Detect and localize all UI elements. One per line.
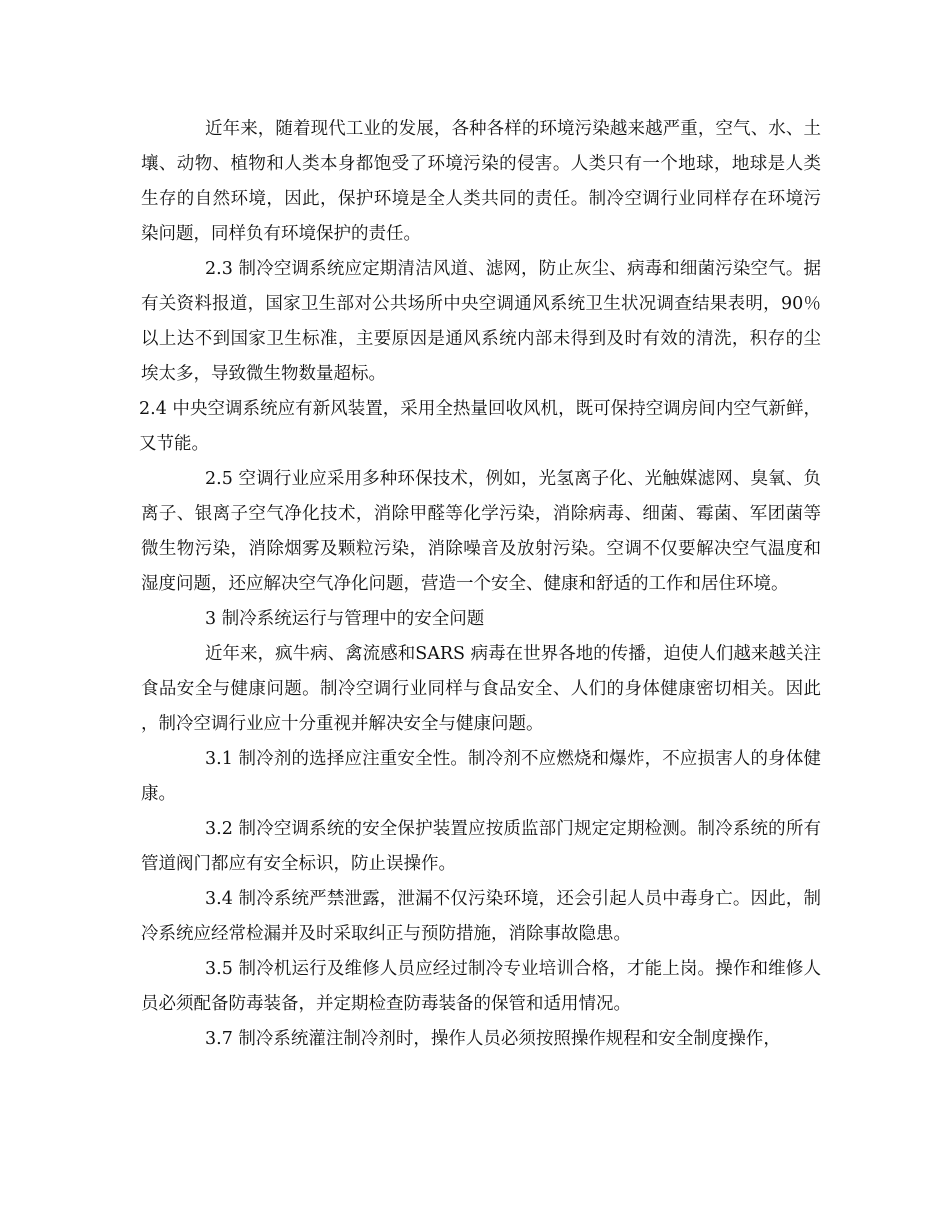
paragraph-3-2-protection-devices: 3.2 制冷空调系统的安全保护装置应按质监部门规定定期检测。制冷系统的所有管道阀门都应有安全标识，防止误操作。 — [141, 819, 821, 874]
paragraph-2-5-environmental-tech: 2.5 空调行业应采用多种环保技术，例如，光氢离子化、光触媒滤网、臭氧、负离子、银离子空气净化技术，消除甲醛等化学污染，消除病毒、细菌、霉菌、军团菌等微生物污染，消除烟雾及颗粒污染，消除噪音及放射污染。空调不仅要解决空气温度和湿度问题，还应解决空气净化问题，营造一个安全、健康和舒适的工作和居住环境。 — [141, 469, 821, 594]
paragraph-3-5-personnel-training: 3.5 制冷机运行及维修人员应经过制冷专业培训合格，才能上岗。操作和维修人员必须配备防毒装备，并定期检查防毒装备的保管和适用情况。 — [141, 959, 821, 1014]
paragraph-3-7-refrigerant-charging: 3.7 制冷系统灌注制冷剂时，操作人员必须按照操作规程和安全制度操作， — [205, 1029, 781, 1049]
paragraph-2-3-duct-cleaning: 2.3 制冷空调系统应定期清洁风道、滤网，防止灰尘、病毒和细菌污染空气。据有关资料报道，国家卫生部对公共场所中央空调通风系统卫生状况调查结果表明，90％以上达不到国家卫生标准，主要原因是通风系统内部未得到及时有效的清洗，积存的尘埃太多，导致微生物数量超标。 — [141, 259, 821, 384]
paragraph-2-4-fresh-air: 2.4 中央空调系统应有新风装置，采用全热量回收风机，既可保持空调房间内空气新鲜，又节能。 — [139, 399, 821, 454]
paragraph-3-4-leak-prevention: 3.4 制冷系统严禁泄露，泄漏不仅污染环境，还会引起人员中毒身亡。因此，制冷系统应经常检漏并及时采取纠正与预防措施，消除事故隐患。 — [141, 889, 821, 944]
paragraph-3-1-refrigerant-safety: 3.1 制冷剂的选择应注重安全性。制冷剂不应燃烧和爆炸，不应损害人的身体健康。 — [141, 749, 821, 804]
paragraph-safety-health-intro: 近年来，疯牛病、禽流感和SARS 病毒在世界各地的传播，迫使人们越来越关注食品安全与健康问题。制冷空调行业同样与食品安全、人们的身体健康密切相关。因此，制冷空调行业应十分重视并解决安全与健康问题。 — [141, 644, 821, 734]
document-body — [141, 112, 821, 1057]
paragraph-environment-pollution: 近年来，随着现代工业的发展，各种各样的环境污染越来越严重，空气、水、土壤、动物、植物和人类本身都饱受了环境污染的侵害。人类只有一个地球，地球是人类生存的自然环境，因此，保护环境是全人类共同的责任。制冷空调行业同样存在环境污染问题，同样负有环境保护的责任。 — [141, 119, 821, 244]
section-heading-3: 3 制冷系统运行与管理中的安全问题 — [205, 609, 485, 629]
